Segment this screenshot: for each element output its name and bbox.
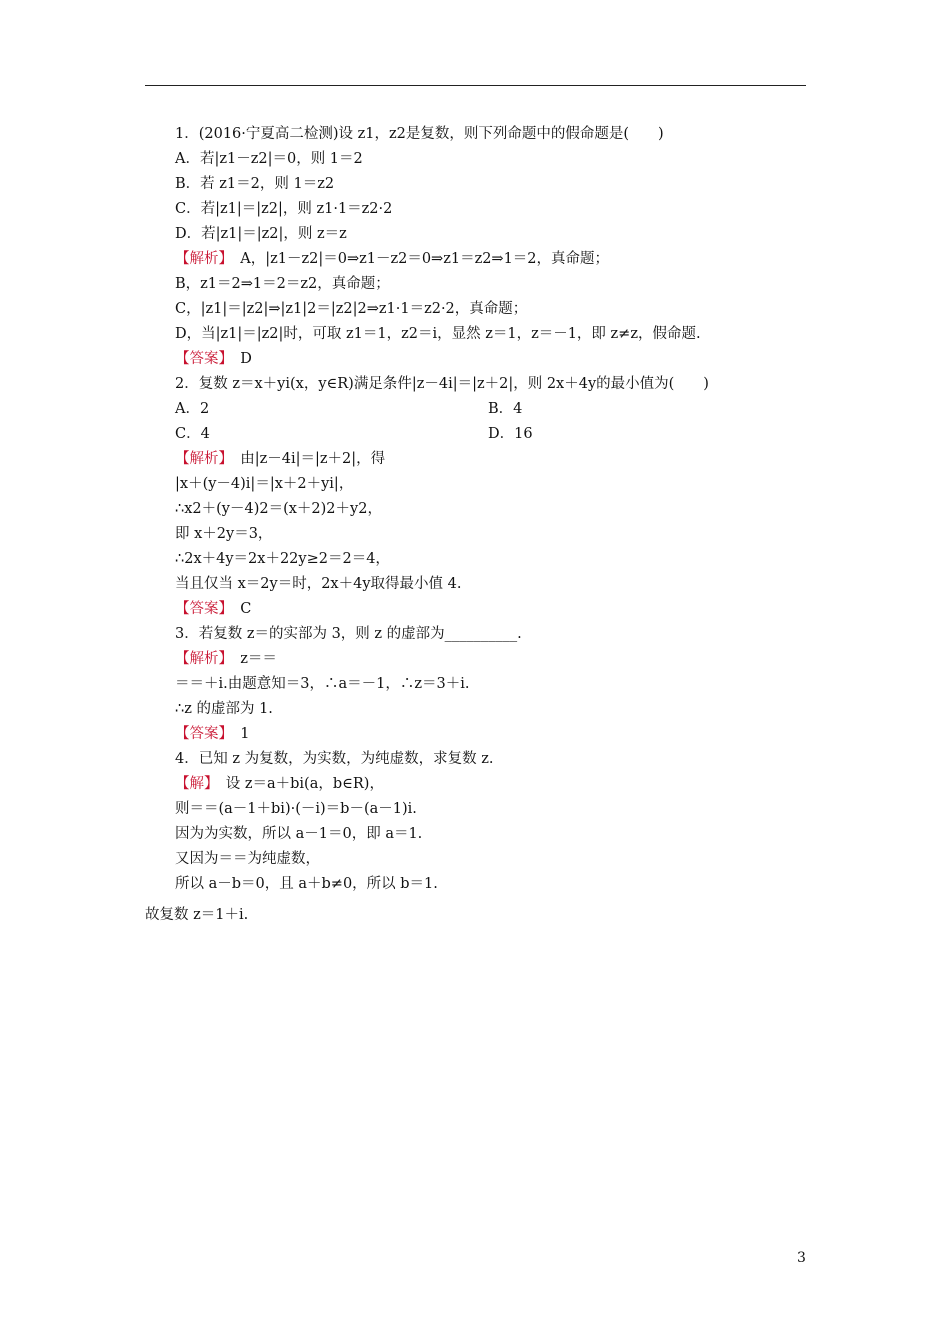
q1-analysis-b: B，z1＝2⇒1＝2＝z2，真命题；	[175, 276, 390, 292]
q2-option-a: A．2	[175, 401, 210, 417]
q2-option-d: D．16	[488, 426, 533, 442]
answer-tag: 【答案】	[175, 601, 226, 617]
q1-analysis-d: D，当|z1|＝|z2|时，可取 z1＝1，z2＝i，显然 z＝1，z＝－1，即 z≠z，假命题.	[175, 326, 701, 342]
q4-solution-3: 因为为实数，所以 a－1＝0，即 a＝1.	[175, 826, 423, 842]
q3-analysis-1	[175, 649, 277, 669]
header-rule	[145, 85, 806, 86]
q1-analysis-c: C，|z1|＝|z2|⇒|z1|2＝|z2|2⇒z1·1＝z2·2，真命题；	[175, 301, 528, 317]
q4-conclusion: 故复数 z＝1＋i.	[145, 907, 249, 923]
q1-option-d: D．若|z1|＝|z2|，则 z＝z	[175, 226, 347, 242]
question-3-stem: 3．若复数 z＝的实部为 3，则 z 的虚部为__________.	[175, 626, 522, 642]
q1-option-a: A．若|z1－z2|＝0，则 1＝2	[175, 151, 363, 167]
q1-analysis-a	[175, 249, 609, 269]
q1-option-c: C．若|z1|＝|z2|，则 z1·1＝z2·2	[175, 201, 393, 217]
answer-text: 1	[240, 726, 250, 742]
q4-solution-2: 则＝＝(a－1＋bi)·(－i)＝b－(a－1)i.	[175, 801, 417, 817]
answer-tag: 【答案】	[175, 726, 226, 742]
analysis-text: 由|z－4i|＝|z＋2|，得	[240, 451, 386, 467]
q4-solution-4: 又因为＝＝为纯虚数，	[175, 851, 320, 867]
analysis-text: z＝＝	[240, 651, 277, 667]
q2-analysis-5: ∴2x＋4y＝2x＋22y≥2＝2＝4，	[175, 551, 390, 567]
q4-solution-1	[175, 774, 384, 794]
q2-analysis-3: ∴x2＋(y－4)2＝(x＋2)2＋y2，	[175, 501, 382, 517]
q2-option-b: B．4	[488, 401, 523, 417]
q2-answer	[175, 599, 251, 619]
q2-option-c: C．4	[175, 426, 210, 442]
page-number: 3	[797, 1250, 806, 1266]
q3-analysis-2: ＝＝＋i.由题意知＝3，∴a＝－1，∴z＝3＋i.	[175, 676, 470, 692]
q1-answer	[175, 349, 252, 369]
q3-analysis-3: ∴z 的虚部为 1.	[175, 701, 273, 717]
answer-tag: 【答案】	[175, 351, 226, 367]
analysis-tag: 【解析】	[175, 651, 226, 667]
solution-text: 设 z＝a＋bi(a，b∈R)，	[225, 776, 384, 792]
answer-text: D	[240, 351, 252, 367]
question-1-stem: 1．(2016·宁夏高二检测)设 z1，z2是复数，则下列命题中的假命题是( )	[175, 126, 664, 142]
q1-option-b: B．若 z1＝2，则 1＝z2	[175, 176, 335, 192]
solution-tag: 【解】	[175, 776, 212, 792]
q3-answer	[175, 724, 249, 744]
answer-text: C	[240, 601, 252, 617]
question-2-stem: 2．复数 z＝x＋yi(x，y∈R)满足条件|z－4i|＝|z＋2|，则 2x＋4y的最小值为( )	[175, 376, 709, 392]
q2-analysis-1	[175, 449, 385, 469]
question-4-stem: 4．已知 z 为复数，为实数，为纯虚数，求复数 z.	[175, 751, 494, 767]
analysis-tag: 【解析】	[175, 251, 226, 267]
analysis-tag: 【解析】	[175, 451, 226, 467]
q2-analysis-4: 即 x＋2y＝3，	[175, 526, 273, 542]
q2-analysis-6: 当且仅当 x＝2y＝时，2x＋4y取得最小值 4.	[175, 576, 462, 592]
q4-solution-5: 所以 a－b＝0，且 a＋b≠0，所以 b＝1.	[175, 876, 438, 892]
q2-analysis-2: |x＋(y－4)i|＝|x＋2＋yi|，	[175, 476, 354, 492]
analysis-text: A，|z1－z2|＝0⇒z1－z2＝0⇒z1＝z2⇒1＝2，真命题；	[240, 251, 610, 267]
